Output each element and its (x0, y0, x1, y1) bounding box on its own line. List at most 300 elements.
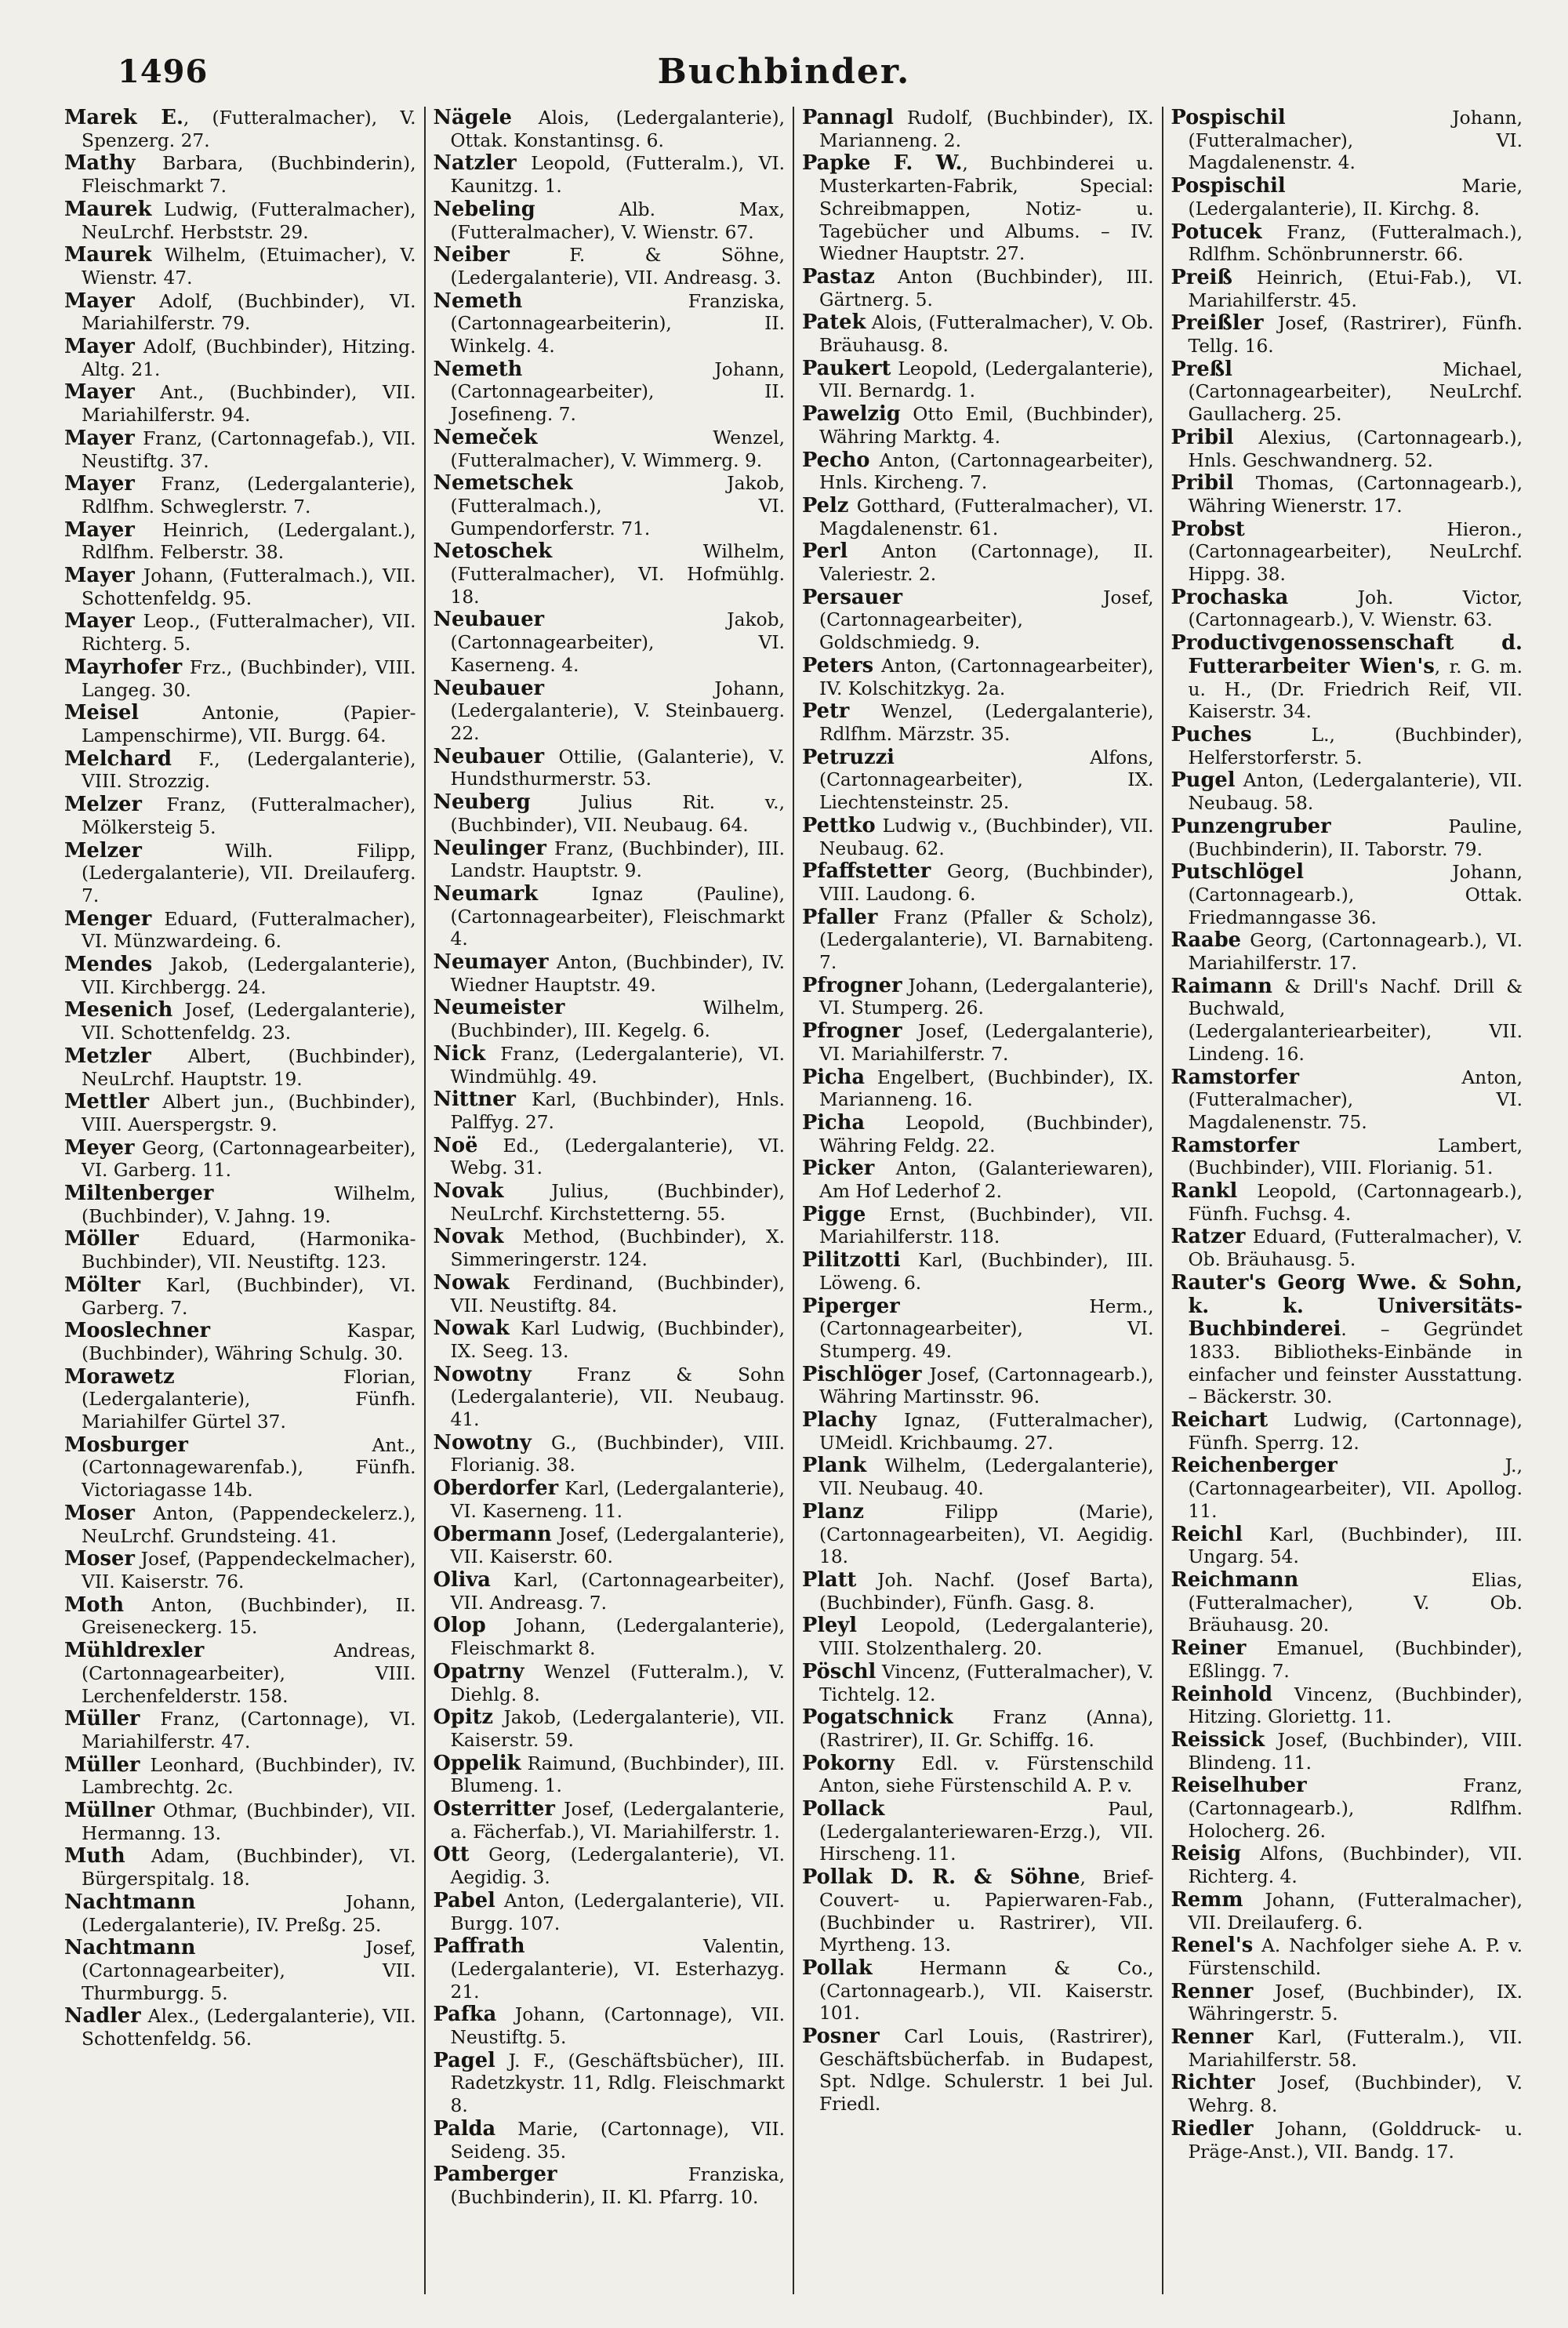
directory-entry (434, 1798, 786, 1843)
entry-name: Reichmann (1171, 1568, 1299, 1592)
entry-name: Picha (802, 1110, 865, 1135)
entry-details: Franz, (Ledergalanterie), VI. Windmühlg. 49. (450, 1043, 785, 1088)
entry-details: Josef, (Buchbinder), VIII. Blindeng. 11. (1188, 1729, 1523, 1774)
entry-details: Adam, (Buchbinder), VI. Bürgerspitalg. 18. (82, 1846, 416, 1890)
entry-details: Carl Louis, (Rastrirer), Geschäftsbücherfab. in Budapest, Spt. Ndlge. Schulerstr. 1 bei Jul. Friedl. (819, 2026, 1154, 2116)
directory-entry (802, 1455, 1154, 1500)
directory-entry (802, 1249, 1154, 1295)
entry-details: Herm., (Cartonnagearbeiter), VI. Stumperg. 49. (819, 1295, 1154, 1362)
entry-name: Neubauer (433, 744, 545, 768)
entry-details: Franz, (Ledergalanterie), Rdlfhm. Schweglerstr. 7. (82, 474, 416, 518)
entry-details: Leopold, (Futteralm.), VI. Kaunitzg. 1. (450, 153, 785, 198)
entry-name: Metzler (64, 1044, 151, 1068)
entry-name: Nowotny (433, 1430, 532, 1455)
entry-name: Remm (1171, 1887, 1243, 1912)
entry-details: Alois, (Ledergalanterie), Ottak. Konstantinsg. 6. (450, 107, 785, 151)
directory-entry (434, 677, 786, 746)
entry-details: J. F., (Geschäftsbücher), III. Radetzkystr. 11, Rdlg. Fleischmarkt 8. (450, 2050, 785, 2117)
entry-name: Netoschek (433, 539, 553, 564)
entry-details: , r. G. m. u. H., (Dr. Friedrich Reif, VII. Kaiserstr. 34. (1188, 656, 1523, 723)
entry-name: Pribil (1171, 471, 1234, 496)
entry-name: Pfaller (802, 905, 878, 929)
directory-entry (64, 107, 416, 152)
entry-details: Jakob, (Cartonnagearbeiter), VI. Kaserneng. 4. (450, 609, 785, 676)
entry-name: Mölter (64, 1273, 141, 1297)
directory-entry (64, 198, 416, 244)
directory-entry (64, 1594, 416, 1640)
entry-name: Noë (433, 1133, 478, 1157)
entry-details: Vincenz, (Buchbinder), Hitzing. Gloriettg. 11. (1188, 1683, 1523, 1728)
entry-name: Rauter's Georg Wwe. & Sohn, k. k. Universitäts-Buchbinderei (1171, 1270, 1523, 1342)
directory-entry (434, 608, 786, 677)
directory-entry (64, 1845, 416, 1890)
entry-details: Johann, (Futteralmacher), VII. Dreilauferg. 6. (1188, 1889, 1523, 1934)
directory-entry (1171, 975, 1523, 1066)
entry-name: Putschlögel (1171, 860, 1304, 884)
directory-entry (434, 2118, 786, 2163)
entry-name: Pilitzotti (802, 1248, 901, 1273)
entry-details: Georg, (Buchbinder), VIII. Laudong. 6. (819, 861, 1154, 905)
entry-details: Albert jun., (Buchbinder), VIII. Auerspergstr. 9. (82, 1091, 416, 1135)
entry-details: Ant., (Cartonnagewarenfab.), Fünfh. Victoriagasse 14b. (82, 1434, 416, 1502)
entry-name: Moth (64, 1593, 125, 1617)
entry-name: Neiber (433, 243, 510, 267)
entry-name: Mühldrexler (64, 1639, 205, 1663)
entry-details: Georg, (Cartonnagearbeiter), VI. Garberg. 11. (82, 1137, 416, 1182)
entry-name: Pigge (802, 1202, 866, 1226)
entry-details: A. Nachfolger siehe A. P. v. Fürstenschild. (1188, 1935, 1523, 1979)
entry-name: Marek E. (64, 107, 183, 129)
directory-entry (802, 1364, 1154, 1409)
directory-entry (1171, 587, 1523, 632)
directory-entry (64, 1091, 416, 1136)
entry-details: Engelbert, (Buchbinder), IX. Marianneng. 16. (819, 1066, 1154, 1111)
directory-entry (1171, 1226, 1523, 1271)
directory-entry (434, 1364, 786, 1432)
entry-name: Pischlöger (802, 1362, 922, 1386)
entry-details: Wilhelm, (Buchbinder), V. Jahng. 19. (82, 1183, 416, 1227)
entry-name: Patek (802, 311, 866, 335)
entry-name: Petruzzi (802, 745, 895, 769)
entry-details: . – Gegründet 1833. Bibliotheks-Einbände in einfacher und feinster Ausstattung. – Bäckerstr. 30. (1188, 1319, 1523, 1408)
directory-entry (802, 2025, 1154, 2116)
entry-details: Franz, (Futteralmacher), Mölkersteig 5. (82, 794, 416, 838)
directory-entry (434, 1043, 786, 1088)
entry-name: Renner (1171, 2025, 1254, 2050)
directory-column-2 (424, 107, 793, 2294)
directory-entry (434, 791, 786, 837)
directory-entry (802, 1157, 1154, 1203)
entry-name: Meisel (64, 701, 140, 725)
entry-details: Hieron., (Cartonnagearbeiter), NeuLrchf. Hippg. 38. (1188, 518, 1523, 586)
entry-details: Ed., (Ledergalanterie), VI. Webg. 31. (450, 1135, 785, 1179)
entry-name: Reiner (1171, 1636, 1247, 1661)
entry-name: Pettko (802, 813, 876, 837)
directory-entry (64, 1800, 416, 1845)
entry-name: Mayer (64, 564, 135, 588)
directory-entry (1171, 2026, 1523, 2072)
entry-name: Pfrogner (802, 973, 902, 997)
entry-details: Anton (Cartonnage), II. Valeriestr. 2. (819, 541, 1154, 586)
entry-name: Nowotny (433, 1362, 532, 1386)
entry-name: Posner (802, 2025, 880, 2049)
directory-entry (1171, 815, 1523, 861)
entry-details: Karl, (Buchbinder), Hnls. Palffyg. 27. (450, 1089, 785, 1133)
entry-details: Kaspar, (Buchbinder), Währing Schulg. 30. (82, 1320, 416, 1364)
entry-name: Melzer (64, 838, 142, 863)
entry-name: Pospischil (1171, 107, 1286, 129)
entry-name: Potucek (1171, 220, 1262, 244)
entry-name: Moser (64, 1501, 135, 1525)
entry-name: Productivgenossenschaft d. Futterarbeiter Wien's (1171, 631, 1523, 678)
directory-columns (56, 107, 1530, 2294)
directory-entry (64, 519, 416, 565)
directory-entry (64, 290, 416, 336)
entry-details: Edl. v. Fürstenschild Anton, siehe Fürstenschild A. P. v. (819, 1752, 1154, 1797)
directory-entry (802, 1409, 1154, 1455)
directory-entry (802, 1112, 1154, 1157)
directory-entry (434, 472, 786, 540)
entry-name: Pfrogner (802, 1019, 902, 1044)
entry-details: Franz (Anna), (Rastrirer), II. Gr. Schiffg. 16. (819, 1707, 1154, 1751)
entry-name: Nick (433, 1041, 486, 1066)
directory-entry (802, 107, 1154, 152)
entry-name: Nemeček (433, 425, 538, 449)
directory-entry (1171, 632, 1523, 724)
entry-name: Pelz (802, 493, 849, 518)
entry-details: Andreas, (Cartonnagearbeiter), VIII. Lerchenfelderstr. 158. (82, 1640, 416, 1707)
directory-entry (802, 746, 1154, 815)
directory-entry (64, 2005, 416, 2050)
directory-entry (802, 266, 1154, 311)
entry-name: Ratzer (1171, 1225, 1246, 1249)
directory-entry (64, 1274, 416, 1320)
directory-entry (802, 1569, 1154, 1614)
entry-details: Vincenz, (Futteralmacher), V. Tichtelg. 12. (819, 1661, 1154, 1705)
entry-details: Jakob, (Futteralmach.), VI. Gumpendorferstr. 71. (450, 473, 785, 539)
entry-details: Johann, (Futteralmacher), VI. Magdalenenstr. 4. (1188, 107, 1523, 174)
entry-name: Puches (1171, 722, 1252, 746)
entry-name: Paukert (802, 356, 891, 380)
directory-entry (64, 1891, 416, 1937)
entry-details: Julius, (Buchbinder), NeuLrchf. Kirchstetterng. 55. (450, 1181, 785, 1225)
entry-name: Raimann (1171, 974, 1272, 998)
entry-name: Mosburger (64, 1433, 188, 1457)
entry-name: Pagel (433, 2048, 495, 2072)
entry-details: Johann, (Futteralmach.), VII. Schottenfeldg. 95. (82, 565, 416, 609)
directory-entry (802, 975, 1154, 1020)
entry-details: G., (Buchbinder), VIII. Florianig. 38. (450, 1432, 785, 1476)
entry-name: Miltenberger (64, 1182, 214, 1206)
entry-details: Albert, (Buchbinder), NeuLrchf. Hauptstr. 19. (82, 1045, 416, 1090)
entry-details: Josef, (Ledergalanterie), VI. Mariahilferstr. 7. (819, 1021, 1154, 1065)
entry-details: Michael, (Cartonnagearbeiter), NeuLrchf. Gaullacherg. 25. (1188, 358, 1523, 426)
entry-details: Josef, (Cartonnagearbeiter), Goldschmiedg. 9. (819, 587, 1154, 654)
entry-name: Mayer (64, 380, 135, 405)
entry-name: Nowak (433, 1270, 510, 1295)
entry-details: Leop., (Futteralmacher), VII. Richterg. 5. (82, 611, 416, 656)
entry-name: Pollak D. R. & Söhne (802, 1865, 1080, 1890)
directory-entry (64, 1754, 416, 1800)
entry-details: Josef, (Ledergalanterie, a. Fächerfab.), VI. Mariahilferstr. 1. (450, 1799, 785, 1843)
entry-details: Leopold, (Cartonnagearb.), Fünfh. Fuchsg. 4. (1188, 1181, 1523, 1225)
directory-entry (802, 1295, 1154, 1364)
entry-details: Franz, (Cartonnagefab.), VII. Neustiftg. 37. (82, 427, 416, 472)
directory-entry (434, 2163, 786, 2209)
entry-details: Anton (Buchbinder), III. Gärtnerg. 5. (819, 266, 1154, 311)
entry-name: Perl (802, 539, 848, 564)
entry-details: Franz, (Futteralmach.), Rdlfhm. Schönbrunnerstr. 66. (1188, 221, 1523, 266)
entry-name: Mettler (64, 1090, 150, 1114)
directory-entry (434, 1935, 786, 2003)
directory-entry (434, 540, 786, 608)
entry-name: Petr (802, 699, 850, 724)
directory-entry (434, 1614, 786, 1660)
entry-details: Ludwig, (Cartonnage), Fünfh. Sperrg. 12. (1188, 1410, 1523, 1454)
directory-entry (1171, 1729, 1523, 1774)
entry-details: Heinrich, (Etui-Fab.), VI. Mariahilferstr. 45. (1188, 267, 1523, 311)
entry-name: Preiß (1171, 265, 1232, 289)
entry-details: Franz & Sohn (Ledergalanterie), VII. Neubaug. 41. (450, 1364, 785, 1431)
directory-entry (434, 1088, 786, 1134)
directory-entry (802, 1866, 1154, 1957)
entry-details: Johann, (Cartonnagearb.), Ottak. Friedmanngasse 36. (1188, 862, 1523, 928)
entry-details: J., (Cartonnagearbeiter), VII. Apollog. 11. (1188, 1455, 1523, 1522)
directory-column-1 (56, 107, 424, 2294)
entry-name: Nemeth (433, 289, 523, 313)
entry-name: Morawetz (64, 1364, 175, 1389)
entry-details: Karl Ludwig, (Buchbinder), IX. Seeg. 13. (450, 1318, 785, 1362)
entry-details: Anton, (Buchbinder), II. Greiseneckerg. 15. (82, 1594, 416, 1639)
entry-details: Leopold, (Ledergalanterie), VIII. Stolzenthalerg. 20. (819, 1615, 1154, 1660)
entry-details: Paul, (Ledergalanteriewaren-Erzg.), VII. Hirscheng. 11. (819, 1799, 1154, 1865)
directory-entry (802, 815, 1154, 860)
entry-name: Pawelzig (802, 402, 901, 427)
directory-entry (802, 1066, 1154, 1112)
directory-entry (802, 403, 1154, 449)
directory-entry (64, 1045, 416, 1091)
entry-name: Neubauer (433, 676, 545, 700)
directory-entry (802, 906, 1154, 975)
entry-name: Obermann (433, 1522, 552, 1546)
directory-entry (1171, 472, 1523, 518)
entry-name: Pleyl (802, 1614, 858, 1638)
directory-entry (1171, 312, 1523, 358)
entry-name: Pogatschnick (802, 1705, 953, 1730)
entry-details: Method, (Buchbinder), X. Simmeringerstr. 124. (450, 1226, 785, 1271)
directory-entry (1171, 769, 1523, 815)
directory-entry (434, 951, 786, 997)
entry-details: Josef, (Cartonnagearbeiter), VII. Thurmburgg. 5. (82, 1938, 416, 2004)
entry-name: Mooslechner (64, 1319, 211, 1343)
entry-details: Lambert, (Buchbinder), VIII. Florianig. 51. (1188, 1135, 1523, 1179)
entry-name: Peters (802, 653, 874, 677)
directory-entry (64, 953, 416, 999)
entry-name: Nägele (433, 107, 512, 129)
directory-entry (64, 1366, 416, 1434)
entry-name: Mayer (64, 472, 135, 496)
directory-entry (434, 290, 786, 358)
entry-details: Emanuel, (Buchbinder), Eßlingg. 7. (1188, 1638, 1523, 1682)
entry-name: Prochaska (1171, 585, 1289, 609)
entry-details: Alois, (Futteralmacher), V. Ob. Bräuhausg. 8. (819, 312, 1154, 357)
directory-entry (434, 1569, 786, 1614)
directory-entry (64, 748, 416, 794)
directory-entry (434, 1317, 786, 1363)
entry-name: Pollack (802, 1797, 885, 1821)
entry-name: Muth (64, 1844, 125, 1869)
entry-details: Georg, (Ledergalanterie), VI. Aegidig. 3. (450, 1844, 785, 1889)
entry-name: Mendes (64, 953, 153, 977)
entry-name: Oberdorfer (433, 1476, 559, 1501)
directory-entry (1171, 358, 1523, 427)
entry-details: Julius Rit. v., (Buchbinder), VII. Neubaug. 64. (450, 792, 785, 836)
entry-name: Melchard (64, 746, 172, 771)
entry-name: Nemetschek (433, 471, 573, 496)
entry-details: Ottilie, (Galanterie), V. Hundsthurmerstr. 53. (450, 746, 785, 790)
entry-details: Alex., (Ledergalanterie), VII. Schottenfeldg. 56. (82, 2006, 416, 2050)
entry-details: Ant., (Buchbinder), VII. Mariahilferstr. 94. (82, 382, 416, 427)
directory-entry (64, 610, 416, 656)
entry-details: Adolf, (Buchbinder), VI. Mariahilferstr. 79. (82, 290, 416, 335)
directory-entry (64, 1228, 416, 1273)
directory-entry (802, 495, 1154, 540)
entry-details: Wilh. Filipp, (Ledergalanterie), VII. Dreilauferg. 7. (82, 840, 416, 906)
entry-name: Pokorny (802, 1751, 895, 1775)
entry-name: Pabel (433, 1888, 495, 1912)
entry-details: Johann, (Cartonnagearbeiter), II. Josefineng. 7. (450, 358, 785, 426)
directory-entry (802, 1020, 1154, 1066)
entry-details: Josef, (Ledergalanterie), VII. Schottenfeldg. 23. (82, 1000, 416, 1044)
directory-entry (434, 1226, 786, 1271)
directory-entry (64, 152, 416, 198)
entry-details: Ignaz, (Futteralmacher), UMeidl. Krichbaumg. 27. (819, 1410, 1154, 1454)
entry-name: Ramstorfer (1171, 1133, 1300, 1157)
entry-name: Pribil (1171, 425, 1234, 449)
directory-entry (434, 1752, 786, 1798)
entry-details: Frz., (Buchbinder), VIII. Langeg. 30. (82, 656, 416, 701)
directory-entry (1171, 267, 1523, 312)
directory-entry (64, 702, 416, 747)
directory-entry (1171, 1180, 1523, 1226)
entry-details: F. & Söhne, (Ledergalanterie), VII. Andreasg. 3. (450, 245, 785, 289)
directory-entry (434, 1432, 786, 1477)
entry-details: Antonie, (Papier-Lampenschirme), VII. Burgg. 64. (82, 703, 416, 746)
entry-details: Jakob, (Ledergalanterie), VII. Kaiserstr. 59. (450, 1707, 785, 1751)
entry-name: Pospischil (1171, 174, 1286, 198)
entry-details: Elias, (Futteralmacher), V. Ob. Bräuhausg. 20. (1188, 1570, 1523, 1636)
entry-details: Anton, (Buchbinder), IV. Wiedner Hauptstr. 49. (450, 952, 785, 996)
directory-entry (1171, 1934, 1523, 1980)
entry-name: Menger (64, 906, 152, 931)
entry-details: Anton, (Futteralmacher), VI. Magdalenenstr. 75. (1188, 1066, 1523, 1133)
entry-details: Karl, (Ledergalanterie), VI. Kaserneng. 11. (450, 1478, 785, 1522)
directory-entry (802, 1614, 1154, 1660)
entry-details: Anton, (Cartonnagearbeiter), Hnls. Kircheng. 7. (819, 449, 1154, 494)
directory-entry (1171, 107, 1523, 175)
entry-name: Nachtmann (64, 1890, 196, 1914)
directory-entry (64, 244, 416, 289)
entry-details: Georg, (Cartonnagearb.), VI. Mariahilferstr. 17. (1188, 930, 1523, 975)
entry-name: Olop (433, 1614, 486, 1638)
entry-details: Wilhelm, (Futteralmacher), VI. Hofmühlg. 18. (450, 541, 785, 608)
entry-name: Pugel (1171, 768, 1236, 793)
directory-entry (434, 152, 786, 198)
entry-name: Neumeister (433, 996, 565, 1020)
entry-details: Franz (Pfaller & Scholz), (Ledergalanterie), VI. Barnabiteng. 7. (819, 906, 1154, 974)
directory-entry (64, 794, 416, 839)
directory-entry (434, 107, 786, 152)
entry-name: Mayer (64, 426, 135, 450)
entry-details: Anton, (Pappendeckelerz.), NeuLrchf. Grundsteing. 41. (82, 1502, 416, 1547)
directory-entry (802, 860, 1154, 906)
directory-entry (802, 1957, 1154, 2025)
directory-entry (434, 1890, 786, 1935)
entry-details: Ludwig v., (Buchbinder), VII. Neubaug. 62. (819, 815, 1154, 859)
entry-details: , (Futteralmacher), V. Spenzerg. 27. (82, 107, 416, 151)
directory-entry (1171, 2072, 1523, 2117)
entry-name: Maurek (64, 197, 152, 221)
entry-name: Renel's (1171, 1934, 1254, 1958)
directory-entry (64, 336, 416, 381)
entry-details: Ludwig, (Futteralmacher), NeuLrchf. Herbststr. 29. (82, 198, 416, 243)
directory-entry (1171, 1409, 1523, 1455)
entry-details: Johann, (Ledergalanterie), V. Steinbauerg. 22. (450, 677, 785, 744)
entry-name: Müller (64, 1752, 140, 1777)
directory-entry (1171, 1683, 1523, 1729)
entry-name: Natzler (433, 151, 517, 176)
directory-entry (64, 1137, 416, 1182)
entry-name: Probst (1171, 517, 1245, 541)
entry-details: Karl, (Buchbinder), VI. Garberg. 7. (82, 1274, 416, 1319)
entry-details: & Drill's Nachf. Drill & Buchwald, (Ledergalanteriearbeiter), VII. Lindeng. 16. (1188, 975, 1523, 1065)
directory-entry (64, 656, 416, 702)
entry-name: Punzengruber (1171, 814, 1331, 838)
entry-name: Opatrny (433, 1659, 524, 1683)
entry-details: Marie, (Ledergalanterie), II. Kirchg. 8. (1188, 176, 1523, 220)
entry-name: Mayrhofer (64, 655, 183, 679)
entry-name: Nadler (64, 2004, 141, 2028)
directory-entry (1171, 221, 1523, 267)
directory-entry (64, 1502, 416, 1548)
entry-details: Josef, (Cartonnagearb.), Währing Martinsstr. 96. (819, 1364, 1154, 1408)
entry-name: Pafka (433, 2003, 497, 2027)
entry-name: Picha (802, 1065, 865, 1089)
directory-entry (1171, 1774, 1523, 1843)
directory-entry (64, 908, 416, 953)
directory-entry (64, 1640, 416, 1708)
entry-details: Leopold, (Ledergalanterie), VII. Bernardg. 1. (819, 358, 1154, 402)
entry-name: Paffrath (433, 1934, 525, 1959)
entry-name: Nebeling (433, 197, 535, 221)
directory-entry (1171, 1135, 1523, 1180)
directory-entry (434, 427, 786, 472)
entry-details: Wilhelm, (Buchbinder), III. Kegelg. 6. (450, 997, 785, 1042)
entry-name: Persauer (802, 585, 903, 609)
entry-name: Mayer (64, 289, 135, 313)
entry-name: Neumayer (433, 950, 549, 975)
entry-name: Pamberger (433, 2163, 557, 2187)
entry-details: Pauline, (Buchbinderin), II. Taborstr. 79. (1188, 815, 1523, 860)
entry-details: Ernst, (Buchbinder), VII. Mariahilferstr. 118. (819, 1204, 1154, 1248)
directory-entry (802, 358, 1154, 403)
entry-details: Anton, (Galanteriewaren), Am Hof Lederhof 2. (819, 1158, 1154, 1203)
entry-name: Pöschl (802, 1659, 877, 1683)
entry-name: Novak (433, 1225, 504, 1249)
entry-details: Johann, (Cartonnage), VII. Neustiftg. 5. (450, 2004, 785, 2049)
entry-name: Müller (64, 1707, 140, 1731)
entry-details: Johann, (Golddruck- u. Präge-Anst.), VII. Bandg. 17. (1188, 2118, 1523, 2163)
